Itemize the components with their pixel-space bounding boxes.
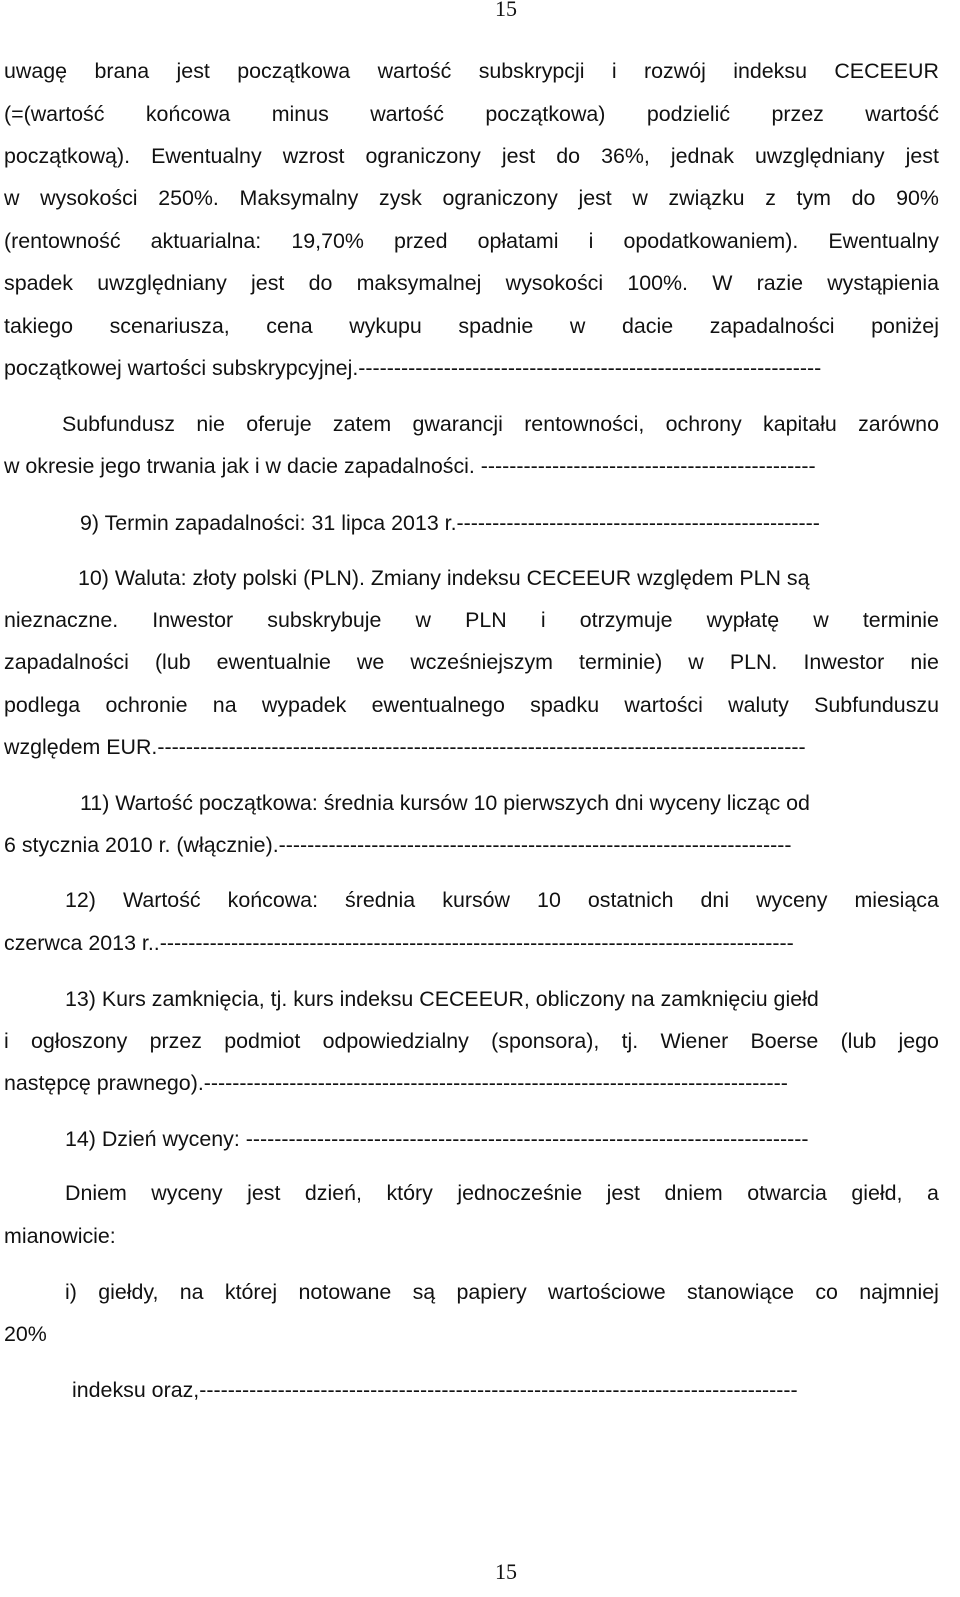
- word: który: [386, 1181, 433, 1205]
- word: której: [224, 1280, 278, 1304]
- word: CECEEUR: [834, 59, 939, 83]
- text-line: 13) Kurs zamknięcia, tj. kurs indeksu CECEEUR, obliczony na zamknięciu giełd: [65, 987, 819, 1011]
- word: wartość: [377, 59, 452, 83]
- text-line: [4, 58, 939, 84]
- word: w: [688, 650, 704, 674]
- word: uwzględniany: [97, 271, 227, 295]
- word: do: [308, 271, 333, 295]
- word: kursów: [442, 888, 511, 912]
- text-line: [4, 607, 939, 633]
- word: jest: [247, 1181, 281, 1205]
- word: wykupu: [349, 314, 422, 338]
- word: miesiąca: [854, 888, 939, 912]
- word: wartości: [624, 693, 703, 717]
- word: i): [65, 1280, 77, 1304]
- word: wystąpienia: [827, 271, 939, 295]
- word: PLN.: [729, 650, 778, 674]
- word: uwzględniany: [754, 144, 885, 168]
- text-line: [4, 1028, 939, 1054]
- word: ograniczony: [365, 144, 481, 168]
- text-line: 10) Waluta: złoty polski (PLN). Zmiany indeksu CECEEUR względem PLN są: [78, 566, 810, 590]
- word: do: [556, 144, 581, 168]
- word: spadnie: [458, 314, 534, 338]
- word: otwarcia: [747, 1181, 827, 1205]
- page-number-top: 15: [495, 0, 517, 21]
- word: jednocześnie: [457, 1181, 583, 1205]
- word: dzień,: [304, 1181, 362, 1205]
- text-line: [62, 411, 939, 437]
- word: i: [4, 1029, 9, 1053]
- word: początkową).: [4, 144, 131, 168]
- word: stanowiące: [687, 1280, 795, 1304]
- word: kapitału: [763, 412, 837, 436]
- word: tj.: [621, 1029, 639, 1053]
- word: do: [851, 186, 876, 210]
- word: nie: [910, 650, 939, 674]
- word: Inwestor: [152, 608, 234, 632]
- word: i: [611, 59, 617, 83]
- word: 10: [537, 888, 561, 912]
- word: podmiot: [224, 1029, 301, 1053]
- word: jego: [898, 1029, 939, 1053]
- word: poniżej: [871, 314, 939, 338]
- text-line: 6 stycznia 2010 r. (włącznie).------------------------------------------------------------------------: [4, 833, 792, 857]
- word: 250%.: [158, 186, 219, 210]
- word: ewentualnie: [216, 650, 331, 674]
- word: (rentowność: [4, 229, 121, 253]
- word: uwagę: [4, 59, 68, 83]
- word: dni: [700, 888, 730, 912]
- word: wartościowe: [547, 1280, 666, 1304]
- word: Ewentualny: [151, 144, 262, 168]
- word: wypłatę: [706, 608, 780, 632]
- word: jest: [578, 186, 612, 210]
- word: otrzymuje: [579, 608, 673, 632]
- word: spadku: [530, 693, 600, 717]
- word: terminie): [579, 650, 663, 674]
- word: ogłoszony: [31, 1029, 128, 1053]
- word: podzielić: [646, 102, 731, 126]
- text-line: [4, 692, 939, 718]
- word: nie: [196, 412, 225, 436]
- word: spadek: [4, 271, 73, 295]
- word: giełd,: [851, 1181, 903, 1205]
- word: maksymalnej: [356, 271, 482, 295]
- text-line: czerwca 2013 r..-----------------------------------------------------------------------------------------: [4, 931, 794, 955]
- word: wyceny: [756, 888, 828, 912]
- word: odpowiedzialny: [322, 1029, 469, 1053]
- word: scenariusza,: [109, 314, 230, 338]
- word: co: [815, 1280, 838, 1304]
- word: cena: [266, 314, 313, 338]
- word: jednak: [670, 144, 734, 168]
- word: papiery: [456, 1280, 527, 1304]
- word: 19,70%: [291, 229, 364, 253]
- text-line: [65, 1180, 939, 1206]
- word: tym: [796, 186, 832, 210]
- word: i: [588, 229, 594, 253]
- word: wysokości: [40, 186, 138, 210]
- text-line: w okresie jego trwania jak i w dacie zapadalności. -----------------------------------------------: [4, 454, 816, 478]
- text-line: następcę prawnego).----------------------------------------------------------------------------------: [4, 1071, 788, 1095]
- word: 12): [65, 888, 96, 912]
- text-line: [65, 1279, 939, 1305]
- word: indeksu: [733, 59, 807, 83]
- word: ewentualnego: [371, 693, 505, 717]
- word: zapadalności: [709, 314, 835, 338]
- word: zapadalności: [4, 650, 129, 674]
- word: w: [4, 186, 20, 210]
- word: Subfunduszu: [814, 693, 939, 717]
- text-line: 20%: [4, 1322, 47, 1346]
- word: giełdy,: [98, 1280, 159, 1304]
- word: minus: [271, 102, 329, 126]
- word: jest: [905, 144, 939, 168]
- word: związku: [668, 186, 745, 210]
- text-line: indeksu oraz,------------------------------------------------------------------------------------: [72, 1378, 798, 1402]
- word: zysk: [379, 186, 422, 210]
- word: 100%.: [627, 271, 688, 295]
- word: rentowności,: [524, 412, 645, 436]
- word: opodatkowaniem).: [623, 229, 799, 253]
- word: gwarancji: [412, 412, 503, 436]
- word: a: [926, 1181, 939, 1205]
- word: (=(wartość: [4, 102, 105, 126]
- word: ostatnich: [587, 888, 674, 912]
- word: wysokości: [505, 271, 604, 295]
- word: jest: [501, 144, 536, 168]
- word: brana: [94, 59, 150, 83]
- word: ochrony: [665, 412, 742, 436]
- word: i: [540, 608, 546, 632]
- word: w: [632, 186, 648, 210]
- word: z: [765, 186, 776, 210]
- word: dacie: [621, 314, 674, 338]
- word: we: [356, 650, 385, 674]
- word: Boerse: [750, 1029, 819, 1053]
- word: W: [712, 271, 733, 295]
- word: rozwój: [644, 59, 706, 83]
- word: opłatami: [477, 229, 559, 253]
- word: notowane: [298, 1280, 392, 1304]
- word: Maksymalny: [239, 186, 359, 210]
- word: są: [412, 1280, 436, 1304]
- text-line: początkowej wartości subskrypcyjnej.-----------------------------------------------------------------: [4, 356, 822, 380]
- word: terminie: [862, 608, 939, 632]
- word: wcześniejszym: [410, 650, 553, 674]
- word: jest: [176, 59, 210, 83]
- word: Dniem: [65, 1181, 127, 1205]
- word: Ewentualny: [828, 229, 939, 253]
- text-line: [4, 185, 939, 211]
- word: przez: [149, 1029, 202, 1053]
- text-line: 9) Termin zapadalności: 31 lipca 2013 r.---------------------------------------------------: [80, 511, 820, 535]
- word: w: [569, 314, 586, 338]
- word: subskrybuje: [267, 608, 382, 632]
- word: (lub: [840, 1029, 877, 1053]
- word: oferuje: [246, 412, 312, 436]
- word: 90%: [896, 186, 939, 210]
- word: wyceny: [151, 1181, 223, 1205]
- word: na: [179, 1280, 204, 1304]
- word: podlega: [4, 693, 81, 717]
- word: (lub: [154, 650, 191, 674]
- word: ochronie: [105, 693, 188, 717]
- word: zarówno: [858, 412, 939, 436]
- word: 36%,: [601, 144, 650, 168]
- word: końcowa: [145, 102, 231, 126]
- word: przed: [394, 229, 448, 253]
- word: dniem: [664, 1181, 723, 1205]
- word: średnia: [345, 888, 416, 912]
- word: subskrypcji: [478, 59, 585, 83]
- word: początkowa): [485, 102, 606, 126]
- word: jest: [606, 1181, 640, 1205]
- page-number-bottom: 15: [495, 1559, 517, 1584]
- word: najmniej: [859, 1280, 939, 1304]
- text-line: [4, 228, 939, 254]
- text-line: [4, 143, 939, 169]
- word: Inwestor: [803, 650, 885, 674]
- word: Wartość: [122, 888, 201, 912]
- word: początkowa: [237, 59, 351, 83]
- word: w: [415, 608, 431, 632]
- word: Wiener: [660, 1029, 729, 1053]
- word: takiego: [4, 314, 73, 338]
- word: wartość: [865, 102, 939, 126]
- text-line: względem EUR.-------------------------------------------------------------------------------------------: [4, 735, 806, 759]
- text-line: [4, 313, 939, 339]
- word: PLN: [465, 608, 507, 632]
- word: nieznaczne.: [4, 608, 119, 632]
- word: waluty: [728, 693, 789, 717]
- word: Subfundusz: [62, 412, 175, 436]
- text-line: 14) Dzień wyceny: -------------------------------------------------------------------------------: [65, 1127, 809, 1151]
- word: aktuarialna:: [150, 229, 262, 253]
- text-line: 11) Wartość początkowa: średnia kursów 10 pierwszych dni wyceny licząc od: [80, 791, 810, 815]
- word: razie: [756, 271, 803, 295]
- text-line: [4, 101, 939, 127]
- word: wartość: [370, 102, 444, 126]
- text-line: [4, 649, 939, 675]
- word: wypadek: [261, 693, 347, 717]
- text-line: [65, 887, 939, 913]
- word: przez: [771, 102, 824, 126]
- word: zatem: [332, 412, 392, 436]
- word: wzrost: [282, 144, 345, 168]
- word: (sponsora),: [491, 1029, 600, 1053]
- text-line: [4, 270, 939, 296]
- word: na: [212, 693, 237, 717]
- word: końcowa:: [227, 888, 319, 912]
- text-line: mianowicie:: [4, 1224, 116, 1248]
- word: jest: [251, 271, 285, 295]
- word: w: [813, 608, 829, 632]
- word: ograniczony: [442, 186, 558, 210]
